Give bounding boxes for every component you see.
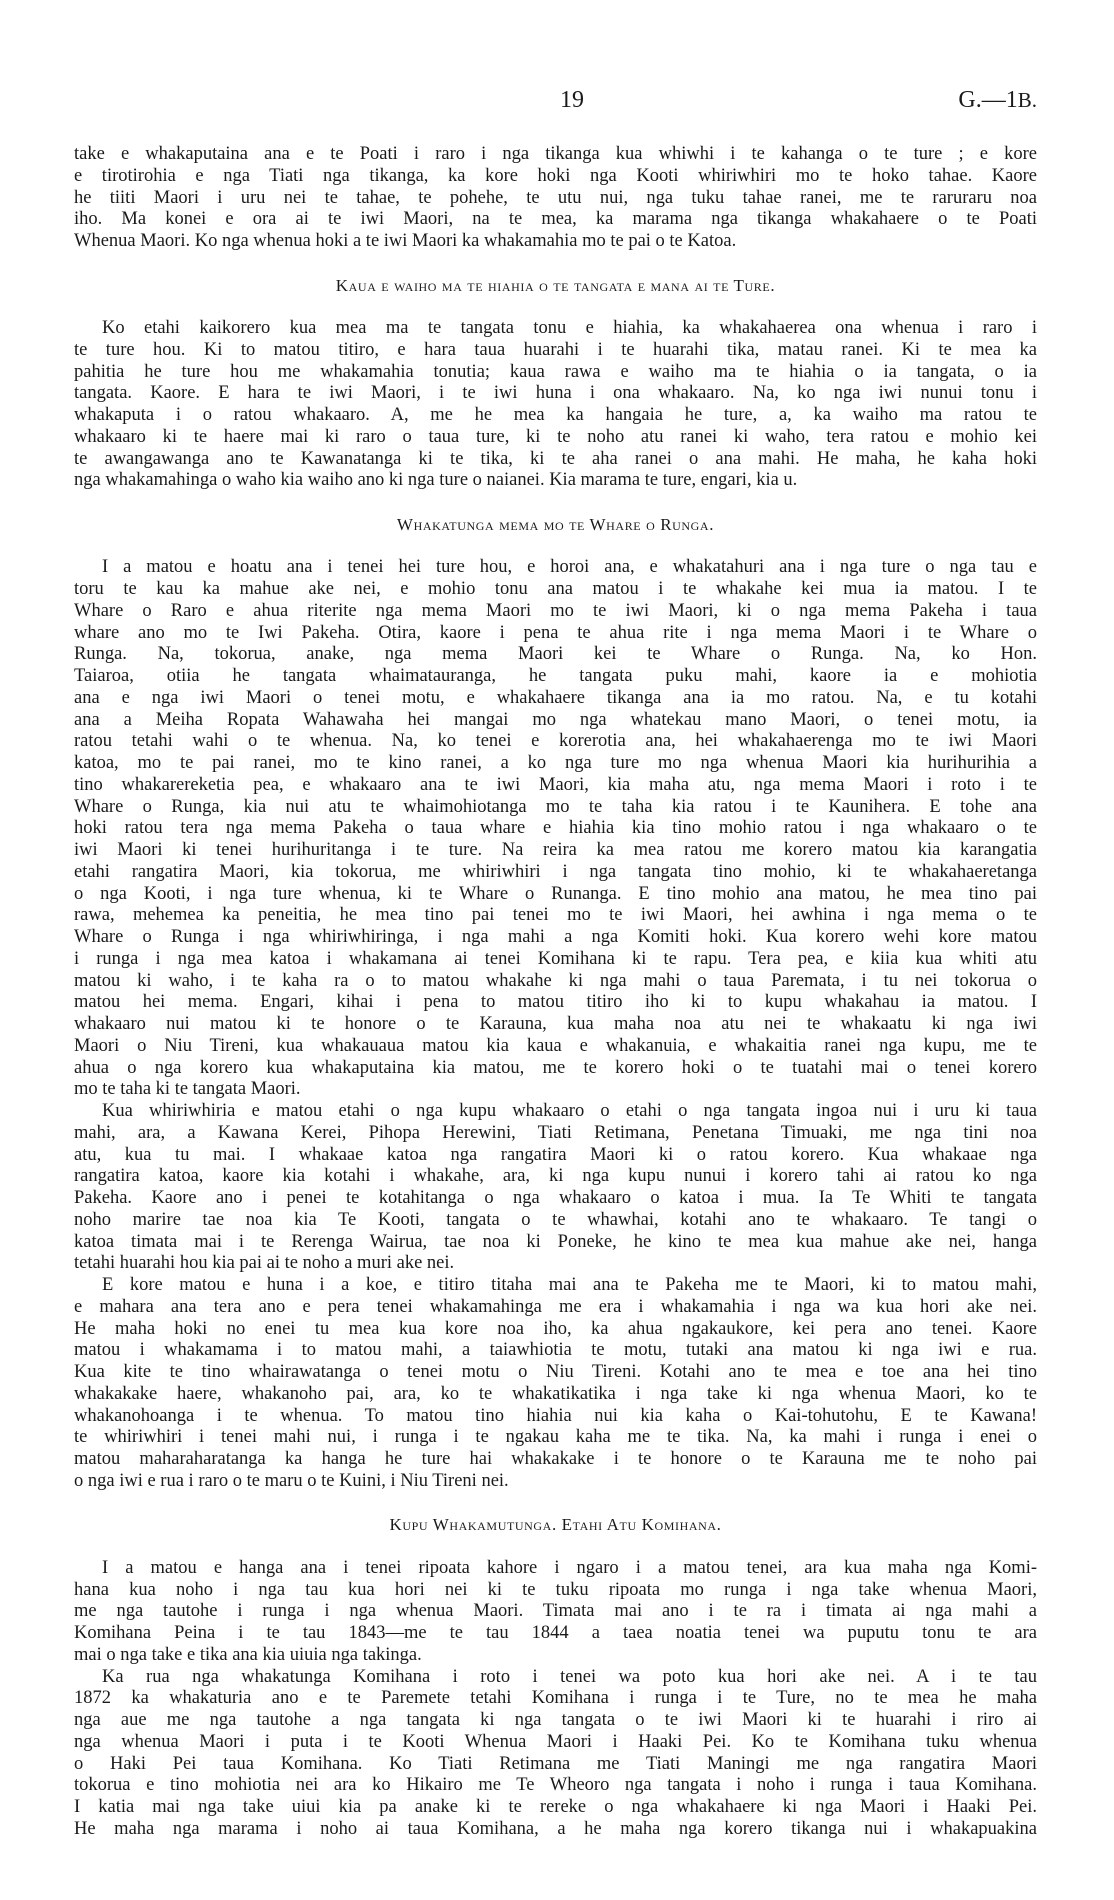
text-line: toru te kau ka mahue ake nei, e mohio tonu ana matou i te whakahe kei mua ia matou. I te [74,579,1037,599]
text-line: Whare o Raro e ahua riterite nga mema Maori mo te iwi Maori, ki o nga mema Pakeha i taua [74,600,1037,621]
text-line: Maori o Niu Tireni, kua whakauaua matou kia kaua e whakanuia, e whakaitia ranei nga kupu, me te [74,1035,1037,1056]
paragraph [74,557,1037,1101]
text-line: whakaaro ki te haere mai ki raro o taua ture, ki te noho atu ranei ki waho, tera ratou e mohio kei [74,426,1037,447]
text-line: Runga. Na, tokorua, anake, nga mema Maori kei te Whare o Runga. Na, ko Hon. [74,644,1037,665]
text-line: o nga Kooti, i nga ture whenua, ki te Whare o Runanga. E tino mohio ana matou, he mea tino pai [74,883,1037,904]
text-line: o Haki Pei taua Komihana. Ko Tiati Retimana me Tiati Maningi me nga rangatira Maori [74,1753,1037,1774]
text-line: te ture hou. Ki to matou titiro, e hara taua huarahi i te huarahi tika, matau ranei. Ki te mea ka [74,339,1037,360]
text-line: take e whakaputaina ana e te Poati i raro i nga tikanga kua whiwhi i te kahanga o te ture ; e kore [74,144,1037,164]
text-line: etahi rangatira Maori, kia tokorua, me whiriwhiri i nga tangata tino mohio, ki te whakahaeretanga [74,861,1037,882]
text-line: whakaaro nui matou ki te honore o te Karauna, kua maha noa atu nei te whakaatu ki nga iwi [74,1014,1037,1034]
text-line: matou maharaharatanga ka hanga he ture hai whakakake i te honore o te Karauna me te noho pai [74,1449,1037,1469]
text-line: 1872 ka whakaturia ano e te Paremete tetahi Komihana i runga i te Ture, no te mea he maha [74,1688,1037,1709]
text-line: ana e nga iwi Maori o tenei motu, e whakahaere tikanga ana ia mo ratou. Na, e tu kotahi [74,687,1037,708]
text-line: pahitia he ture hou me whakamahia tonutia; kaua rawa e waiho ma te hiahia o ia tangata, o ia [74,361,1037,382]
text-line: iwi Maori ki tenei hurihuritanga i te ture. Na reira ka mea ratou me korero matou kia karangatia [74,840,1037,860]
section-heading: Kaua e waiho ma te hiahia o te tangata e mana ai te Ture. [335,275,776,295]
document-reference [958,86,1037,114]
text-line: Whenua Maori. Ko nga whenua hoki a te iwi Maori ka whakamahia mo te pai o te Katoa. [74,231,737,251]
text-line: I a matou e hoatu ana i tenei hei ture hou, e horoi ana, e whakatahuri ana i nga ture o nga tau e [102,557,1037,578]
text-line: matou ki waho, i te kaha ra o to matou whakahe ki nga mahi o taua Paremata, i tu nei tokorua o [74,970,1037,991]
text-line: o nga iwi e rua i raro o te maru o te Kuini, i Niu Tireni nei. [74,1470,509,1491]
text-line: Komihana Peina i te tau 1843—me te tau 1844 a taea noatia tenei wa puputu tonu te ara [74,1623,1037,1643]
text-line: hana kua noho i nga tau kua hori nei ki te tuku ripoata mo runga i nga take whenua Maori, [74,1579,1037,1600]
text-line: mahi, ara, a Kawana Kerei, Pihopa Herewini, Tiati Retimana, Penetana Timuaki, me nga tini noa [74,1122,1037,1143]
text-line: Pakeha. Kaore ano i penei te kotahitanga o nga whakaaro o katoa i mua. Ia Te Whiti te tangata [74,1188,1037,1208]
text-line: whare ano mo te Iwi Pakeha. Otira, kaore i pena te ahua rite i nga mema Maori i te Whare o [74,622,1037,643]
text-line: nga whenua Maori i puta i te Kooti Whenua Maori i Haaki Pei. Ko te Komihana tuku whenua [74,1731,1037,1752]
text-line: rangatira katoa, kaore kia kotahi i whakahe, ara, ki nga kupu nunui i korero tahi ai ratou ko nga [74,1166,1037,1187]
text-line: He maha nga marama i noho ai taua Komihana, a he maha nga korero tikanga nui i whakapuakina [74,1818,1037,1839]
text-line: Ka rua nga whakatunga Komihana i roto i tenei wa poto kua hori ake nei. A i te tau [102,1666,1037,1687]
text-line: whakakake haere, whakanoho pai, ara, ko te whakatikatika i nga take ki nga whenua Maori, ko te [74,1383,1037,1404]
document-reference-suffix: B. [1017,88,1037,112]
text-line: ahua o nga korero kua whakaputaina kia matou, me te korero hoki o te tuatahi mai o tenei korero [74,1057,1037,1078]
text-line: Taiaroa, otiia he tangata whaimatauranga, he tangata puku mahi, kaore ia e mohiotia [74,666,1037,686]
paragraph [74,1667,1037,1841]
text-line: Kua kite te tino whairawatanga o tenei motu o Niu Tireni. Kotahi ano te mea e toe ana hei tino [74,1362,1037,1382]
text-line: ratou tetahi wahi o te whenua. Na, ko tenei e korerotia ana, hei whakahaerenga mo te iwi Maori [74,731,1037,752]
text-line: He maha hoki no enei tu mea kua kore noa iho, ka ahua ngakaukore, kei pera ano tenei. Kaore [74,1318,1037,1339]
page-number: 19 [560,87,584,113]
paragraph [74,318,1037,492]
text-line: noho marire tae noa kia Te Kooti, tangata o te whawhai, kotahi ano te whakaaro. Te tangi o [74,1209,1037,1230]
text-line: nga whakamahinga o waho kia waiho ano ki nga ture o naianei. Kia marama te ture, engari, kia u. [74,470,798,491]
document-reference-main: G.—1 [958,87,1018,113]
text-line: i runga i nga mea katoa i whakamana ai tenei Komihana ki te rapu. Tera pea, e kiia kua whiti atu [74,948,1037,969]
text-line: mo te taha ki te tangata Maori. [74,1079,301,1100]
text-line: Whare o Runga i nga whiriwhiringa, i nga mahi a nga Komiti hoki. Kua korero wehi kore matou [74,927,1037,947]
text-line: me nga tautohe i runga i nga whenua Maori. Timata mai ano i te ra i timata ai nga mahi a [74,1601,1037,1622]
paragraph [74,1275,1037,1493]
text-line: te whiriwhiri i tenei mahi nui, i runga i te ngakau kaha me te tika. Na, ka mahi i runga i enei o [74,1427,1037,1448]
paragraph [74,144,1037,253]
text-line: atu, kua tu mai. I whakaae katoa nga rangatira Maori ki o ratou korero. Kua whakaae nga [74,1144,1037,1165]
text-line: he tiiti Maori i uru nei te tahae, te pohehe, te utu nui, nga tuku tahae ranei, me te raruraru noa [74,187,1037,208]
text-line: nga aue me nga tautohe a nga tangata ki nga tangata o te iwi Maori ki te huarahi i riro ai [74,1710,1037,1730]
text-line: tangata. Kaore. E hara te iwi Maori, i te iwi huna i ona whakaaro. Na, ko nga iwi nunui tonu i [74,383,1037,404]
text-line: mai o nga take e tika ana kia uiuia nga takinga. [74,1644,422,1665]
text-line: te awangawanga ano te Kawanatanga ki te tika, ki te aha ranei o ana mahi. He maha, he kaha hoki [74,448,1037,469]
text-line: matou hei mema. Engari, kihai i pena to matou titiro iho ki to kupu whakahau ia matou. I [74,992,1037,1013]
text-line: tetahi huarahi hou kia pai ai te noho a muri ake nei. [74,1253,455,1274]
text-line: whakaputa i o ratou whakaaro. A, me he mea ka hangaia he ture, a, ka waiho ma ratou te [74,405,1037,425]
text-line: hoki ratou tera nga mema Pakeha o taua whare e hiahia kia tino mohio ratou i nga whakaaro o te [74,818,1037,839]
text-line: Kua whiriwhiria e matou etahi o nga kupu whakaaro o etahi o nga tangata ingoa nui i uru ki taua [102,1101,1037,1121]
text-line: rawa, mehemea ka peneitia, he mea tino pai tenei mo te iwi Maori, hei awhina i nga mema o te [74,905,1037,926]
section-heading: Whakatunga mema mo te Whare o Runga. [396,514,715,534]
text-line: tokorua e tino mohiotia nei ara ko Hikairo me Te Wheoro nga tangata i noho i runga i taua Komihana. [74,1775,1037,1796]
section-heading: Kupu Whakamutunga. Etahi Atu Komihana. [389,1515,722,1535]
text-line: Whare o Runga, kia nui atu te whaimohiotanga mo te taha kia ratou i te Kaunihera. E tohe ana [74,796,1037,817]
text-line: E kore matou e huna i a koe, e titiro titaha mai ana te Pakeha me te Maori, ki to matou mahi, [102,1275,1037,1295]
text-line: I katia mai nga take uiui kia pa anake ki te rereke o nga whakahaere ki nga Maori i Haaki Pei. [74,1797,1037,1817]
text-line: katoa, mo te pai ranei, mo te kino ranei, a ko nga ture mo nga whenua Maori kia hurihurihia a [74,753,1037,773]
text-line: Ko etahi kaikorero kua mea ma te tangata tonu e hiahia, ka whakahaerea ona whenua i raro i [102,318,1037,338]
text-line: e mahara ana tera ano e pera tenei whakamahinga me era i whakamahia i nga wa kua hori ake nei. [74,1296,1037,1317]
text-line: ana a Meiha Ropata Wahawaha hei mangai mo nga whatekau mano Maori, o tenei motu, ia [74,709,1037,730]
paragraph [74,1101,1037,1275]
text-line: tino whakarereketia pea, e whakaaro ana te iwi Maori, kia maha atu, nga mema Maori i roto i te [74,774,1037,795]
text-line: iho. Ma konei e ora ai te iwi Maori, na te mea, ka marama nga tikanga whakahaere o te Poati [74,209,1037,230]
text-line: matou i whakamama i to matou mahi, a taiawhiotia te motu, tutaki ana matou ki nga iwi e rua. [74,1340,1037,1361]
text-line: I a matou e hanga ana i tenei ripoata kahore i ngaro i a matou tenei, ara kua maha nga Komi- [102,1557,1037,1578]
text-line: katoa timata mai i te Rerenga Wairua, tae noa ki Poneke, he kino te mea kua mahue ake nei, hanga [74,1231,1037,1252]
document-body [74,144,1037,1841]
paragraph [74,1558,1037,1667]
text-line: whakanohoanga i te whenua. To matou tino hiahia nui kia kaha o Kai-tohutohu, E te Kawana! [74,1405,1037,1426]
text-line: e tirotirohia e nga Tiati nga tikanga, ka kore hoki nga Kooti whiriwhiri mo te hoko tahae. Kaore [74,165,1037,186]
